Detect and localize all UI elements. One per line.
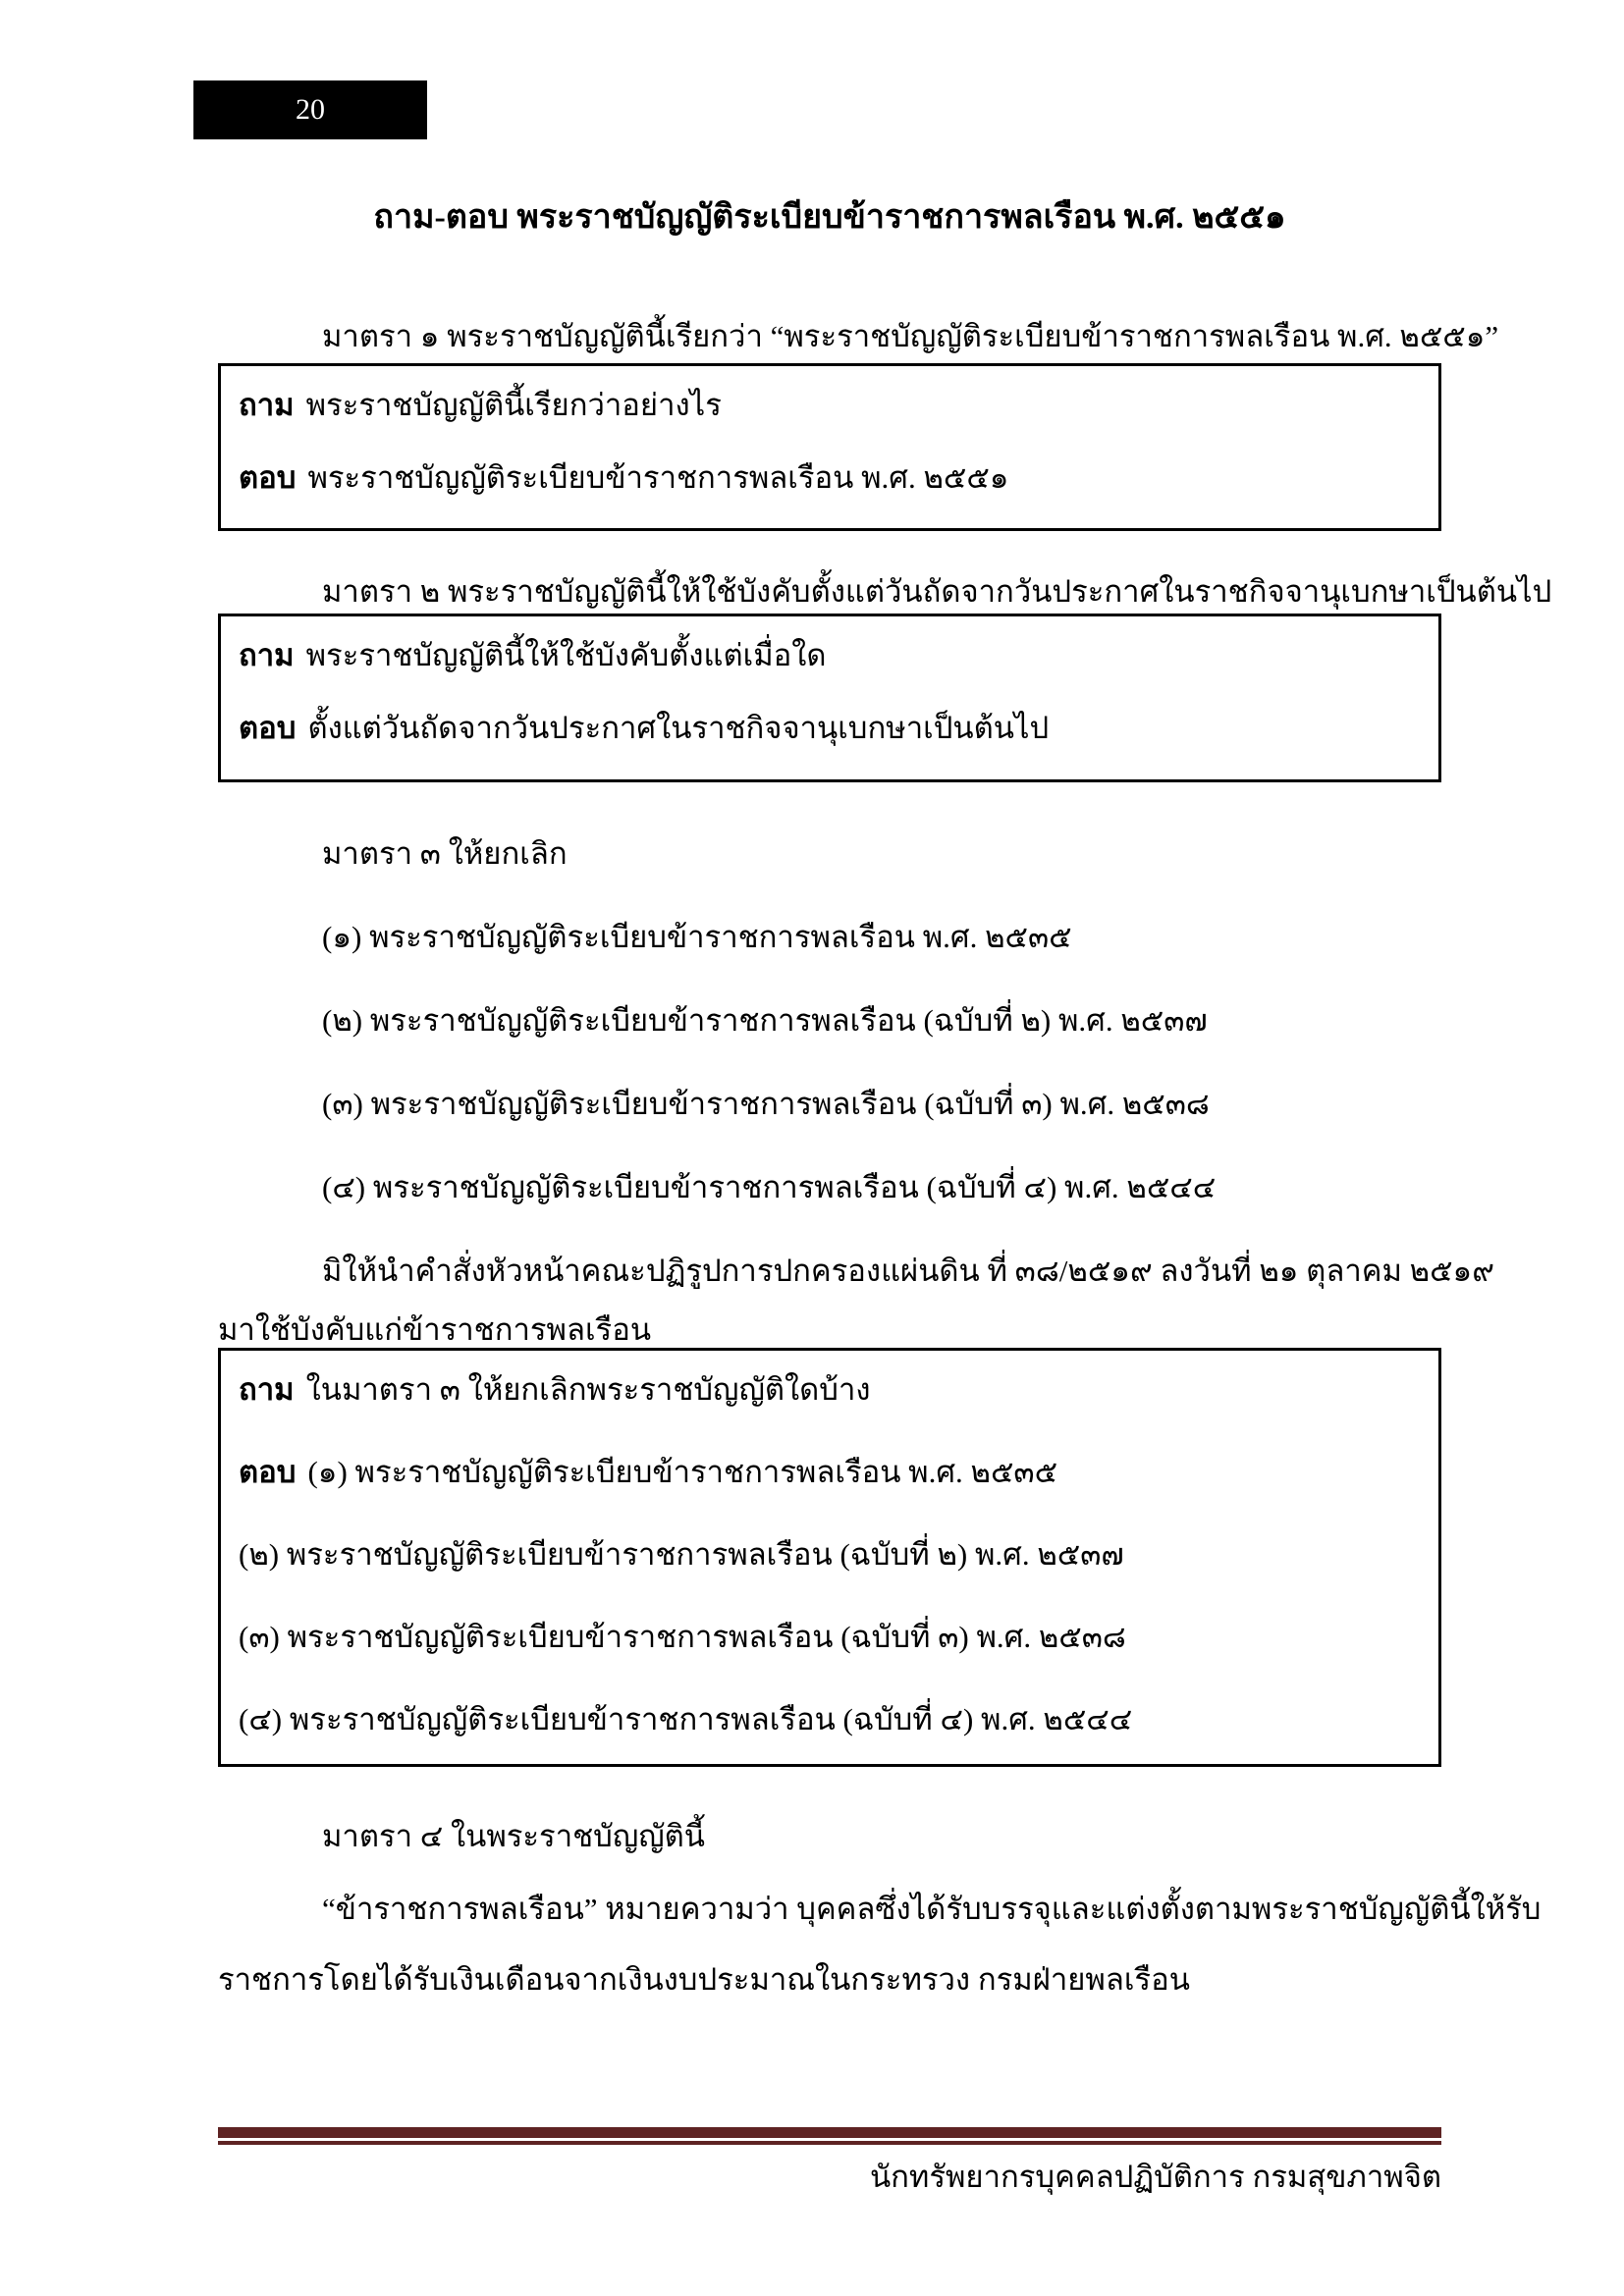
- section-4-definition-line-2: ราชการโดยได้รับเงินเดือนจากเงินงบประมาณในกระทรวง กรมฝ่ายพลเรือน: [218, 1962, 1190, 1997]
- qa2-question-text: พระราชบัญญัตินี้ให้ใช้บังคับตั้งแต่เมื่อใด: [305, 638, 827, 672]
- section-3-item-2: (๒) พระราชบัญญัติระเบียบข้าราชการพลเรือน (ฉบับที่ ๒) พ.ศ. ๒๕๓๗: [322, 1003, 1208, 1038]
- section-3-item-3: (๓) พระราชบัญญัติระเบียบข้าราชการพลเรือน (ฉบับที่ ๓) พ.ศ. ๒๕๓๘: [322, 1087, 1210, 1121]
- qa2-answer: [239, 705, 1438, 752]
- page-number-box: [193, 80, 427, 139]
- section-4-definition-line-1: “ข้าราชการพลเรือน” หมายความว่า บุคคลซึ่งได้รับบรรจุและแต่งตั้งตามพระราชบัญญัตินี้ให้รับ: [322, 1892, 1542, 1926]
- paragraph-section-2: มาตรา ๒ พระราชบัญญัตินี้ให้ใช้บังคับตั้งแต่วันถัดจากวันประกาศในราชกิจจานุเบกษาเป็นต้นไป: [322, 574, 1552, 609]
- qa1-question-text: พระราชบัญญัตินี้เรียกว่าอย่างไร: [305, 388, 722, 422]
- qa1-question: [239, 382, 1438, 429]
- qa2-answer-label: ตอบ: [239, 711, 297, 745]
- qa3-answer-text-1: (๑) พระราชบัญญัติระเบียบข้าราชการพลเรือน พ.ศ. ๒๕๓๕: [307, 1455, 1058, 1489]
- footer-divider: [218, 2127, 1441, 2145]
- document-title: ถาม-ตอบ พระราชบัญญัติระเบียบข้าราชการพลเรือน พ.ศ. ๒๕๕๑: [373, 199, 1286, 236]
- paragraph-section-1: มาตรา ๑ พระราชบัญญัตินี้เรียกว่า “พระราชบัญญัติระเบียบข้าราชการพลเรือน พ.ศ. ๒๕๕๑”: [322, 319, 1499, 353]
- qa3-answer-label: ตอบ: [239, 1455, 297, 1489]
- qa3-question-text: ในมาตรา ๓ ให้ยกเลิกพระราชบัญญัติใดบ้าง: [305, 1372, 871, 1407]
- footer-divider-thin-line: [218, 2141, 1441, 2145]
- section-3-item-1: (๑) พระราชบัญญัติระเบียบข้าราชการพลเรือน พ.ศ. ๒๕๓๕: [322, 920, 1072, 954]
- qa3-question: [239, 1366, 1438, 1414]
- qa3-answer-line-4: (๔) พระราชบัญญัติระเบียบข้าราชการพลเรือน (ฉบับที่ ๔) พ.ศ. ๒๕๔๔: [239, 1702, 1133, 1736]
- qa1-question-label: ถาม: [239, 388, 295, 422]
- page-number: 20: [296, 93, 325, 126]
- qa-box-3: [218, 1348, 1441, 1767]
- section-3-item-4: (๔) พระราชบัญญัติระเบียบข้าราชการพลเรือน (ฉบับที่ ๔) พ.ศ. ๒๕๔๔: [322, 1170, 1217, 1204]
- qa3-answer-line-1: [239, 1449, 1438, 1496]
- qa2-answer-text: ตั้งแต่วันถัดจากวันประกาศในราชกิจจานุเบกษาเป็นต้นไป: [307, 711, 1050, 745]
- qa1-answer: [239, 454, 1438, 502]
- paragraph-section-3: มาตรา ๓ ให้ยกเลิก: [322, 836, 568, 871]
- qa1-answer-label: ตอบ: [239, 460, 297, 495]
- section-3-note-line-2: มาใช้บังคับแก่ข้าราชการพลเรือน: [218, 1312, 652, 1347]
- section-3-note-line-1: มิให้นำคำสั่งหัวหน้าคณะปฏิรูปการปกครองแผ่นดิน ที่ ๓๘/๒๕๑๙ ลงวันที่ ๒๑ ตุลาคม ๒๕๑๙: [322, 1254, 1494, 1288]
- qa1-answer-text: พระราชบัญญัติระเบียบข้าราชการพลเรือน พ.ศ. ๒๕๕๑: [307, 460, 1009, 495]
- footer-divider-thick-line: [218, 2127, 1441, 2138]
- qa-box-2: [218, 614, 1441, 782]
- qa3-answer-line-3: (๓) พระราชบัญญัติระเบียบข้าราชการพลเรือน (ฉบับที่ ๓) พ.ศ. ๒๕๓๘: [239, 1620, 1126, 1654]
- qa3-question-label: ถาม: [239, 1372, 295, 1407]
- paragraph-section-4: มาตรา ๔ ในพระราชบัญญัตินี้: [322, 1819, 705, 1853]
- qa2-question: [239, 632, 1438, 679]
- footer-author: นักทรัพยากรบุคคลปฏิบัติการ กรมสุขภาพจิต: [869, 2160, 1441, 2194]
- qa2-question-label: ถาม: [239, 638, 295, 672]
- qa3-answer-line-2: (๒) พระราชบัญญัติระเบียบข้าราชการพลเรือน (ฉบับที่ ๒) พ.ศ. ๒๕๓๗: [239, 1537, 1124, 1572]
- qa-box-1: [218, 363, 1441, 531]
